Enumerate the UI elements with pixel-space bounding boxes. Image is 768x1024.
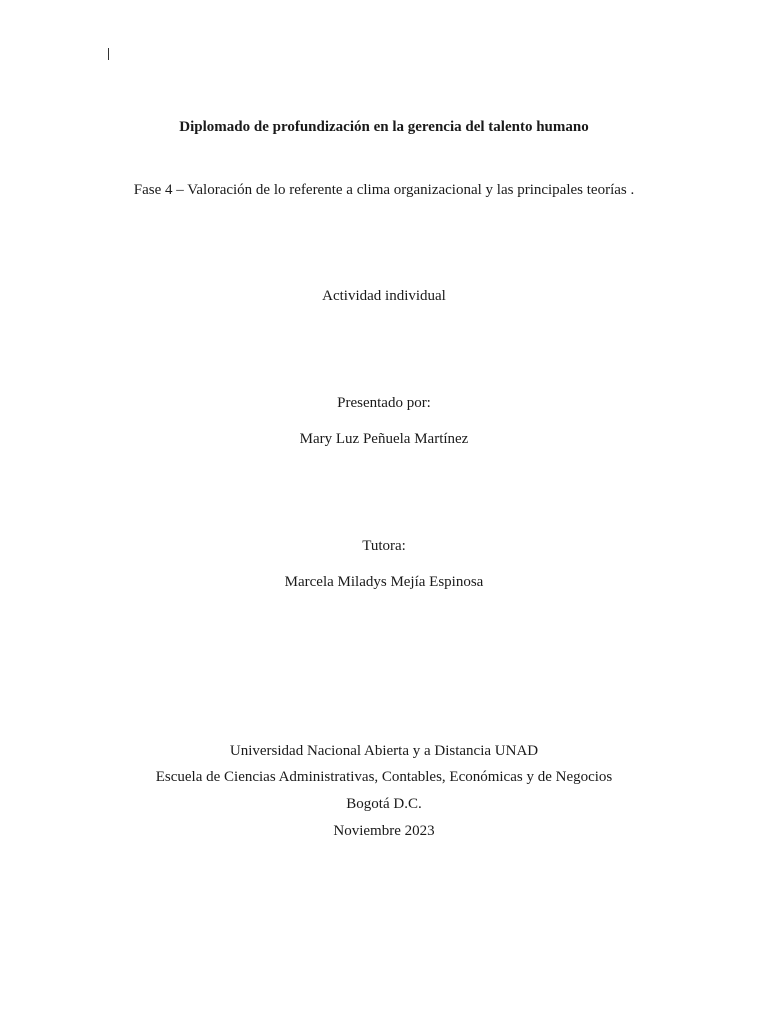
school-name: Escuela de Ciencias Administrativas, Contables, Económicas y de Negocios — [155, 769, 613, 785]
tutor-name: Marcela Miladys Mejía Espinosa — [284, 574, 484, 590]
university-name: Universidad Nacional Abierta y a Distancia UNAD — [229, 743, 539, 759]
document-subtitle: Fase 4 – Valoración de lo referente a clima organizacional y las principales teorías . — [133, 182, 635, 198]
city: Bogotá D.C. — [346, 796, 422, 812]
activity-type: Actividad individual — [322, 288, 446, 304]
tutor-label: Tutora: — [362, 538, 406, 554]
date: Noviembre 2023 — [333, 823, 435, 839]
text-cursor — [108, 48, 109, 60]
presented-by-label: Presentado por: — [337, 395, 431, 411]
document-title: Diplomado de profundización en la gerencia del talento humano — [179, 119, 589, 135]
author-name: Mary Luz Peñuela Martínez — [299, 431, 469, 447]
